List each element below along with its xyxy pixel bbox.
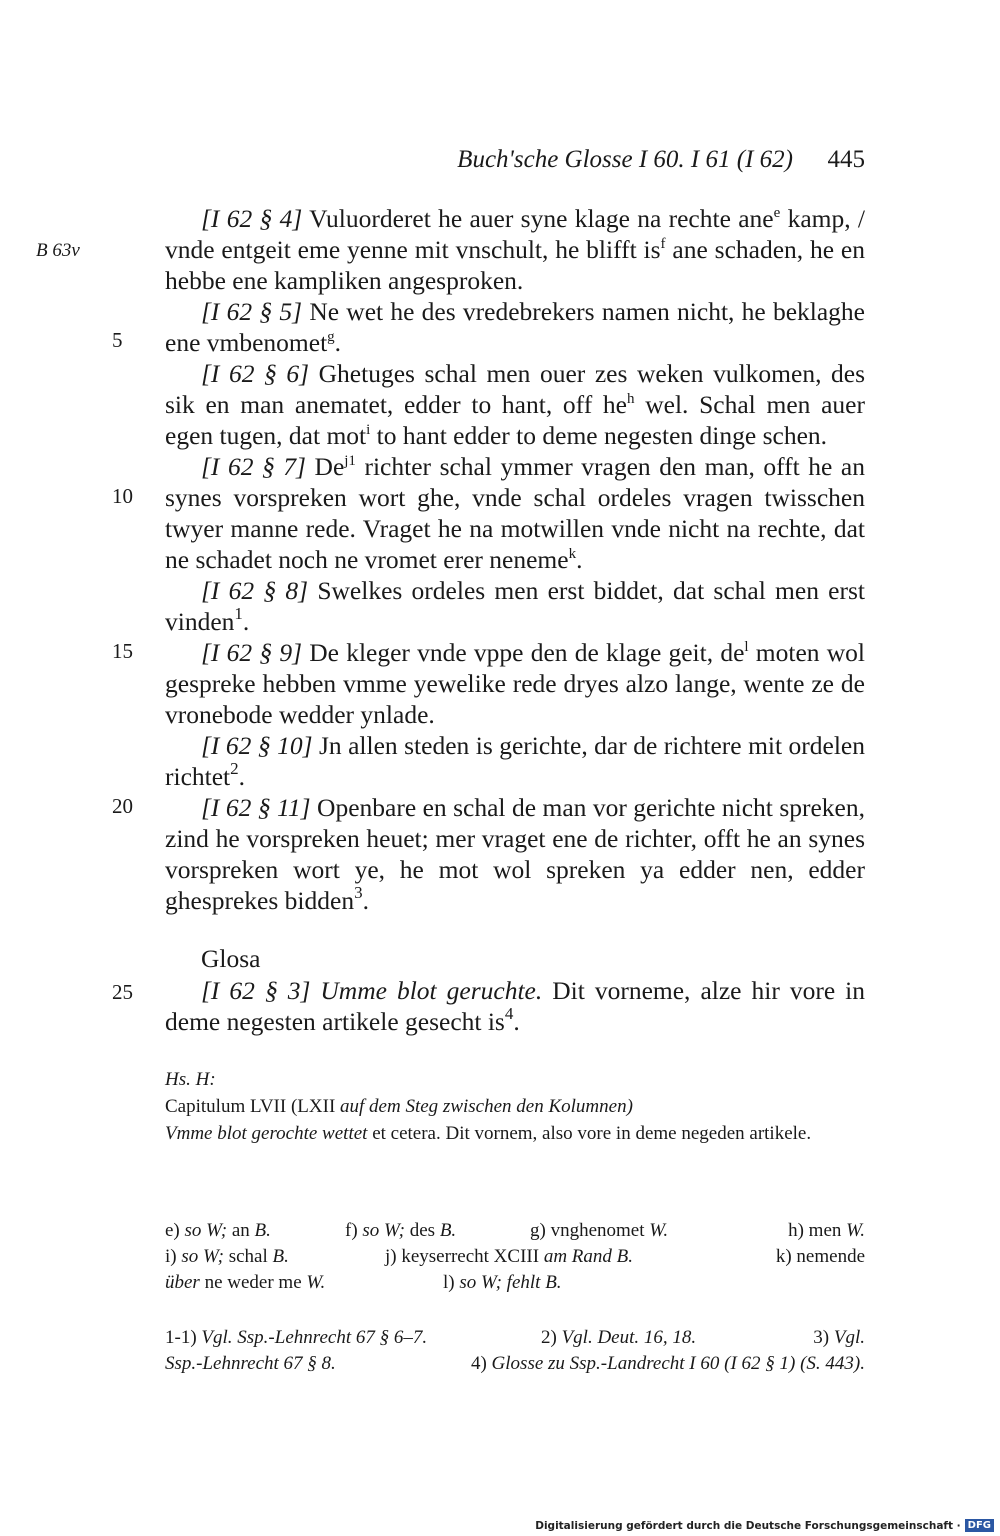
section-ref: [I 62 § 8] <box>201 576 309 605</box>
footnote-mark: h <box>626 391 635 407</box>
footnote-mark: l <box>744 639 749 655</box>
note-row <box>165 1218 865 1244</box>
paragraph-10 <box>165 730 865 792</box>
footer-text: Digitalisierung gefördert durch die Deutsche Forschungsgemeinschaft · <box>535 1519 961 1532</box>
footnote-mark: i <box>366 422 371 438</box>
text: auf dem Steg zwischen den Kolumnen) <box>340 1096 633 1117</box>
note-row <box>165 1270 865 1296</box>
manuscript-folio-ref: B 63v <box>36 240 80 261</box>
text: so W; <box>181 1246 224 1267</box>
glosa-lemma: Umme blot geruchte. <box>310 976 543 1005</box>
section-ref: [I 62 § 10] <box>201 731 313 760</box>
text: am Rand B. <box>539 1246 633 1267</box>
note-1-1 <box>165 1325 427 1351</box>
glosa-paragraph <box>165 975 865 1037</box>
text: richter schal ymmer vragen den man, offt he an synes vorspreken wort ghe, vnde schal ordeles vragen twisschen twyer manne rede. Vraget he na motwillen vnde nicht na rechte, dat ne schadet noch ne vromet erer neneme <box>165 452 865 574</box>
text: 4) <box>470 1353 492 1374</box>
text: ane schaden, he en hebbe ene kampliken angesproken. <box>165 235 865 295</box>
note-l <box>443 1270 562 1296</box>
hs-line-2 <box>165 1120 865 1147</box>
hs-label-text: Hs. H: <box>165 1069 216 1090</box>
glosa-text <box>165 975 865 1037</box>
line-number: 15 <box>112 639 133 663</box>
dfg-logo-icon: DFG <box>965 1519 994 1532</box>
text: kamp, / vnde entgeit eme yenne mit vnschult, he blifft is <box>165 204 865 264</box>
note-row <box>165 1351 865 1377</box>
text: B. <box>254 1220 271 1241</box>
page-number: 445 <box>827 146 865 173</box>
note-3-cont <box>165 1351 336 1377</box>
text: et cetera. Dit vornem, also vore in deme negeden artikele. <box>367 1123 812 1144</box>
text: Capitulum LVII ( <box>165 1096 298 1117</box>
hs-lemma: Vmme blot gerochte wettet <box>165 1123 368 1144</box>
text: Ssp.-Lehnrecht 67 § 8. <box>165 1353 336 1374</box>
note-k <box>776 1244 865 1270</box>
text: Jn allen steden is gerichte, dar de richtere mit ordelen richtet <box>165 731 865 791</box>
paragraph-6 <box>165 358 865 451</box>
footnote-mark: 4 <box>504 1004 514 1023</box>
hs-label <box>165 1066 865 1093</box>
text: Ne wet he des vredebrekers namen nicht, he beklaghe ene vmbenomet <box>165 297 865 357</box>
section-ref: [I 62 § 5] <box>201 297 303 326</box>
note-g <box>530 1218 668 1244</box>
text: so W; <box>362 1220 405 1241</box>
glosa-heading: Glosa <box>201 944 261 973</box>
footnote-mark: j1 <box>344 453 356 469</box>
section-ref: [I 62 § 4] <box>201 204 303 233</box>
note-3 <box>813 1325 865 1351</box>
text: B. <box>272 1246 289 1267</box>
text: 1-1) <box>165 1327 202 1348</box>
paragraph-11 <box>165 792 865 916</box>
textual-notes <box>165 1218 865 1296</box>
text: . <box>242 607 250 636</box>
paragraph-9 <box>165 637 865 730</box>
footnote-mark: 1 <box>234 604 243 623</box>
text: . <box>576 545 583 574</box>
text: De <box>305 452 345 481</box>
line-number: 20 <box>112 794 133 818</box>
text: schal <box>223 1246 273 1267</box>
note-2 <box>541 1325 696 1351</box>
text: Vgl. <box>833 1327 865 1348</box>
section-ref: [I 62 § 6] <box>201 359 310 388</box>
footnote-mark: 3 <box>354 883 363 902</box>
text: Swelkes ordeles men erst biddet, dat schal men erst vinden <box>165 576 865 636</box>
text: f) <box>345 1220 363 1241</box>
text: des <box>404 1220 440 1241</box>
text: . <box>334 328 342 357</box>
text: . <box>362 886 369 915</box>
note-i <box>165 1244 289 1270</box>
text: ne weder me <box>199 1272 307 1293</box>
text: moten wol gespreke hebben vmme yewelike rede dryes alzo lange, wente ze de vronebode wedder ynlade. <box>165 638 865 729</box>
text: g) vnghenomet <box>530 1220 650 1241</box>
text: W. <box>846 1220 865 1241</box>
text: . <box>513 1007 520 1036</box>
paragraph-5 <box>165 296 865 358</box>
text: Vgl. Deut. 16, 18. <box>561 1327 697 1348</box>
note-4 <box>471 1351 865 1377</box>
text: e) <box>165 1220 185 1241</box>
text: LXII <box>297 1096 341 1117</box>
text: h) men <box>788 1220 847 1241</box>
note-h <box>788 1218 865 1244</box>
note-k-cont <box>165 1270 325 1296</box>
section-ref: [I 62 § 9] <box>201 638 303 667</box>
section-ref: [I 62 § 7] <box>201 452 306 481</box>
text: XCIII <box>493 1246 540 1267</box>
note-f <box>345 1218 456 1244</box>
line-number: 5 <box>112 328 123 352</box>
digitization-footer <box>535 1519 994 1532</box>
footnote-mark: g <box>327 329 335 345</box>
text: so W; <box>184 1220 228 1241</box>
text: W. <box>649 1220 669 1241</box>
text: Glosse zu Ssp.-Landrecht I 60 (I 62 § 1) (S. 443). <box>491 1353 865 1374</box>
section-ref: [I 62 § 3] <box>201 976 311 1005</box>
text: B. <box>439 1220 457 1241</box>
footnote-mark: k <box>568 546 577 562</box>
text: De kleger vnde vppe den de klage geit, de <box>302 638 745 667</box>
note-e <box>165 1218 271 1244</box>
footnote-mark: f <box>660 236 666 252</box>
text: k) nemende <box>775 1246 865 1267</box>
line-number: 10 <box>112 484 133 508</box>
text: 2) <box>541 1327 562 1348</box>
note-row <box>165 1325 865 1351</box>
running-head: Buch'sche Glosse I 60. I 61 (I 62) <box>457 146 793 173</box>
line-number: 25 <box>112 980 133 1004</box>
text: Openbare en schal de man vor gerichte nicht spreken, zind he vorspreken heuet; mer vraget ene de richter, offt he an synes vorspreken wort ye, he mot wol spreken ya edder nen, edder ghesprekes bidden <box>165 793 865 915</box>
text: Ghetuges schal men ouer zes weken vulkomen, des sik en man anematet, edder to hant, off he <box>165 359 866 419</box>
text: j) keyserrecht <box>385 1246 494 1267</box>
note-row <box>165 1244 865 1270</box>
paragraph-4 <box>165 203 865 296</box>
text: . <box>238 762 246 791</box>
manuscript-variant <box>165 1066 865 1147</box>
section-ref: [I 62 § 11] <box>201 793 311 822</box>
text: l) <box>443 1272 460 1293</box>
text: wel. Schal men auer egen tugen, dat mot <box>165 390 865 450</box>
hs-line-1 <box>165 1093 865 1120</box>
text: 3) <box>813 1327 834 1348</box>
footnote-mark: 2 <box>230 759 239 778</box>
text: W. <box>306 1272 326 1293</box>
source-notes <box>165 1325 865 1377</box>
page-header <box>165 146 865 180</box>
note-j <box>385 1244 633 1270</box>
text: Vgl. Ssp.-Lehnrecht 67 § 6–7. <box>201 1327 428 1348</box>
text: Vuluorderet he auer syne klage na rechte ane <box>302 204 774 233</box>
text: to hant edder to deme negesten dinge schen. <box>370 421 828 450</box>
footnote-mark: e <box>773 205 781 221</box>
paragraph-7 <box>165 451 865 575</box>
text: Dit vorneme, alze hir vore in deme negesten artikele gesecht is <box>165 976 865 1036</box>
paragraph-8 <box>165 575 865 637</box>
main-text <box>165 203 865 916</box>
text: i) <box>165 1246 182 1267</box>
text: an <box>227 1220 255 1241</box>
text: über <box>165 1272 200 1293</box>
text: so W; fehlt B. <box>459 1272 562 1293</box>
